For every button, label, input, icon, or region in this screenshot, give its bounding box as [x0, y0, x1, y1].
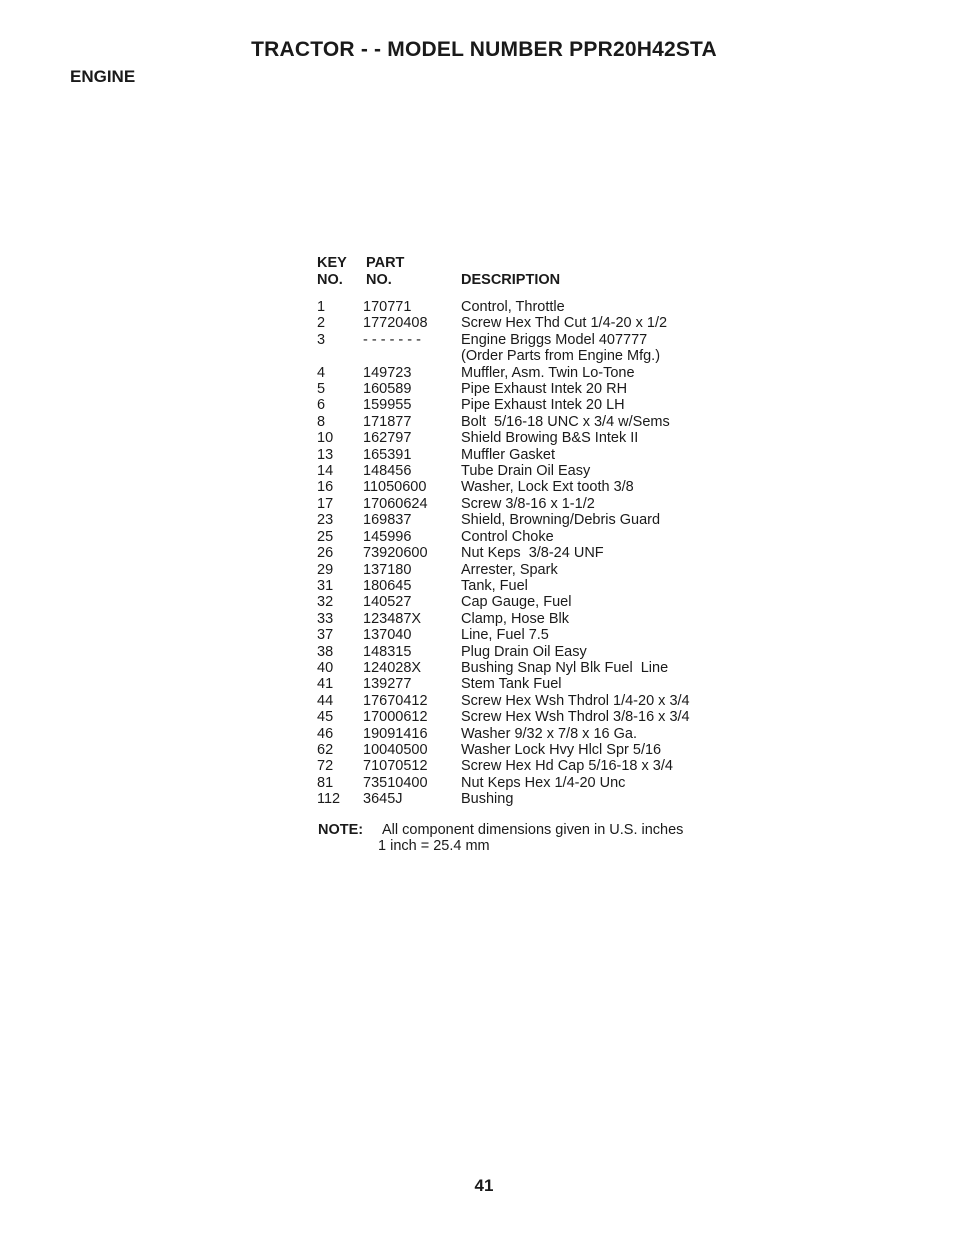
table-row: [317, 463, 690, 479]
part-number: 170771: [363, 299, 412, 315]
part-description: [461, 463, 590, 479]
part-description: [461, 578, 528, 594]
part-number: 123487X: [363, 610, 422, 627]
table-row: [317, 529, 690, 545]
table-row: [317, 430, 690, 446]
description-line: Plug Drain Oil Easy: [461, 643, 587, 660]
note-line1: All component dimensions given in U.S. inches: [382, 822, 684, 838]
table-row: [317, 397, 690, 413]
description-line: Bushing Snap Nyl Blk Fuel Line: [461, 659, 669, 676]
table-row: [317, 676, 690, 692]
description-line: Nut Keps Hex 1/4-20 Unc: [461, 774, 626, 791]
table-row: [317, 775, 690, 791]
key-number: 25: [317, 528, 334, 545]
key-header-line1: KEY: [317, 255, 347, 271]
part-header-line1: PART: [366, 255, 405, 271]
description-line: Screw Hex Wsh Thdrol 1/4-20 x 3/4: [461, 692, 690, 709]
key-number: 14: [317, 463, 334, 480]
description-line: Washer Lock Hvy Hlcl Spr 5/16: [461, 741, 662, 758]
part-description: [461, 758, 673, 774]
description-line: Shield, Browning/Debris Guard: [461, 512, 661, 529]
part-description: [461, 726, 637, 742]
key-number: 13: [317, 446, 334, 463]
part-description: [461, 611, 569, 627]
part-description: [461, 332, 660, 365]
table-row: [317, 496, 690, 512]
key-number: 38: [317, 643, 334, 660]
part-description: [461, 562, 558, 578]
description-line: Tank, Fuel: [461, 577, 528, 594]
note-label: NOTE:: [318, 822, 364, 838]
description-line: Screw 3/8-16 x 1-1/2: [461, 495, 595, 512]
note: [318, 823, 683, 854]
description-line: Screw Hex Hd Cap 5/16-18 x 3/4: [461, 758, 673, 775]
key-number: 37: [317, 627, 334, 644]
part-number: 149723: [363, 364, 412, 381]
part-header-line2: NO.: [366, 272, 392, 288]
table-row: [317, 726, 690, 742]
part-description: [461, 676, 561, 692]
part-number: 137040: [363, 627, 412, 644]
part-description: [461, 479, 634, 495]
table-header: [317, 255, 690, 289]
key-number: 46: [317, 725, 334, 742]
table-row: [317, 512, 690, 528]
key-number: 8: [317, 413, 326, 430]
part-description: [461, 447, 555, 463]
part-description: [461, 775, 625, 791]
part-description: [461, 299, 565, 315]
description-line: Stem Tank Fuel: [461, 676, 562, 693]
description-line: Pipe Exhaust Intek 20 RH: [461, 381, 628, 398]
table-row: [317, 644, 690, 660]
description-line: (Order Parts from Engine Mfg.): [461, 348, 661, 365]
key-number: 29: [317, 561, 334, 578]
part-number: 11050600: [363, 479, 427, 496]
description-line: Muffler Gasket: [461, 446, 556, 463]
part-description: [461, 644, 587, 660]
key-no-header: [317, 255, 366, 289]
part-description: [461, 430, 638, 446]
part-number: 139277: [363, 676, 412, 693]
key-header-line2: NO.: [317, 272, 343, 288]
description-line: Pipe Exhaust Intek 20 LH: [461, 397, 625, 414]
key-number: 31: [317, 577, 334, 594]
description-header: DESCRIPTION: [461, 272, 561, 288]
description-line: Engine Briggs Model 407777: [461, 331, 648, 348]
table-row: [317, 414, 690, 430]
table-row: [317, 479, 690, 495]
key-number: 33: [317, 610, 334, 627]
part-description: [461, 627, 549, 643]
table-row: [317, 447, 690, 463]
page-title: TRACTOR - - MODEL NUMBER PPR20H42STA: [251, 38, 717, 61]
description-line: Cap Gauge, Fuel: [461, 594, 572, 611]
key-number: 72: [317, 758, 334, 775]
note-line2: 1 inch = 25.4 mm: [378, 837, 490, 854]
table-row: [317, 742, 690, 758]
parts-list-table: [317, 255, 690, 808]
part-description: [461, 791, 513, 807]
table-row: [317, 545, 690, 561]
part-number: 19091416: [363, 725, 428, 742]
page-number: 41: [474, 1176, 494, 1195]
key-number: 45: [317, 709, 334, 726]
description-line: Nut Keps 3/8-24 UNF: [461, 545, 604, 562]
table-row: [317, 365, 690, 381]
section-title: ENGINE: [70, 67, 136, 86]
key-number: 5: [317, 381, 326, 398]
table-body: [317, 299, 690, 808]
key-number: 1: [317, 299, 326, 315]
part-number: 148315: [363, 643, 412, 660]
key-number: 16: [317, 479, 334, 496]
key-number: 112: [317, 791, 341, 808]
description-line: Clamp, Hose Blk: [461, 610, 569, 627]
key-number: 10: [317, 430, 334, 447]
key-number: 41: [317, 676, 334, 693]
part-number: 165391: [363, 446, 412, 463]
part-number: 171877: [363, 413, 412, 430]
description-line: Line, Fuel 7.5: [461, 627, 549, 644]
part-description: [461, 545, 604, 561]
part-description: [461, 512, 660, 528]
description-line: Shield Browing B&S Intek II: [461, 430, 639, 447]
table-row: [317, 709, 690, 725]
part-number: 17720408: [363, 315, 428, 332]
part-number: 71070512: [363, 758, 428, 775]
part-number: 124028X: [363, 659, 422, 676]
part-description: [461, 397, 625, 413]
part-description: [461, 414, 670, 430]
description-line: Control Choke: [461, 528, 554, 545]
part-number: 73920600: [363, 545, 428, 562]
key-number: 2: [317, 315, 326, 332]
part-number: 17060624: [363, 495, 428, 512]
key-number: 4: [317, 364, 326, 381]
description-line: Washer, Lock Ext tooth 3/8: [461, 479, 634, 496]
table-row: [317, 791, 690, 807]
part-description: [461, 315, 667, 331]
description-line: Tube Drain Oil Easy: [461, 463, 591, 480]
key-number: 23: [317, 512, 334, 529]
part-number: 137180: [363, 561, 412, 578]
description-line: Control, Throttle: [461, 299, 565, 315]
key-number: 62: [317, 741, 334, 758]
table-row: [317, 594, 690, 610]
part-description: [461, 594, 571, 610]
table-row: [317, 578, 690, 594]
table-row: [317, 315, 690, 331]
part-number: 145996: [363, 528, 412, 545]
table-row: [317, 627, 690, 643]
key-number: 40: [317, 659, 334, 676]
part-number: 169837: [363, 512, 412, 529]
part-description: [461, 365, 635, 381]
key-number: 17: [317, 495, 334, 512]
part-description: [461, 742, 661, 758]
part-description: [461, 660, 668, 676]
table-row: [317, 299, 690, 315]
part-number: 159955: [363, 397, 412, 414]
description-line: Screw Hex Thd Cut 1/4-20 x 1/2: [461, 315, 668, 332]
part-number: 180645: [363, 577, 412, 594]
table-row: [317, 758, 690, 774]
part-number: 148456: [363, 463, 412, 480]
part-description: [461, 693, 690, 709]
description-line: Bushing: [461, 791, 514, 808]
key-number: 3: [317, 331, 326, 348]
part-number: 160589: [363, 381, 412, 398]
description-line: Bolt 5/16-18 UNC x 3/4 w/Sems: [461, 413, 670, 430]
part-number: 162797: [363, 430, 412, 447]
part-number: 140527: [363, 594, 412, 611]
table-row: [317, 660, 690, 676]
description-line: Washer 9/32 x 7/8 x 16 Ga.: [461, 725, 637, 742]
key-number: 26: [317, 545, 334, 562]
part-description: [461, 709, 690, 725]
key-number: 81: [317, 774, 334, 791]
table-row: [317, 611, 690, 627]
part-number: - - - - - - -: [363, 331, 421, 348]
table-row: [317, 332, 690, 365]
key-number: 32: [317, 594, 334, 611]
table-row: [317, 562, 690, 578]
part-number: 73510400: [363, 774, 428, 791]
part-number: 10040500: [363, 741, 428, 758]
table-row: [317, 693, 690, 709]
part-no-header: [366, 255, 461, 289]
part-description: [461, 529, 554, 545]
key-number: 44: [317, 692, 334, 709]
part-description: [461, 381, 627, 397]
table-row: [317, 381, 690, 397]
part-number: 17670412: [363, 692, 428, 709]
description-line: Arrester, Spark: [461, 561, 558, 578]
key-number: 6: [317, 397, 326, 414]
part-number: 3645J: [363, 791, 403, 808]
description-line: Muffler, Asm. Twin Lo-Tone: [461, 364, 635, 381]
description-line: Screw Hex Wsh Thdrol 3/8-16 x 3/4: [461, 709, 690, 726]
part-description: [461, 496, 595, 512]
part-number: 17000612: [363, 709, 428, 726]
